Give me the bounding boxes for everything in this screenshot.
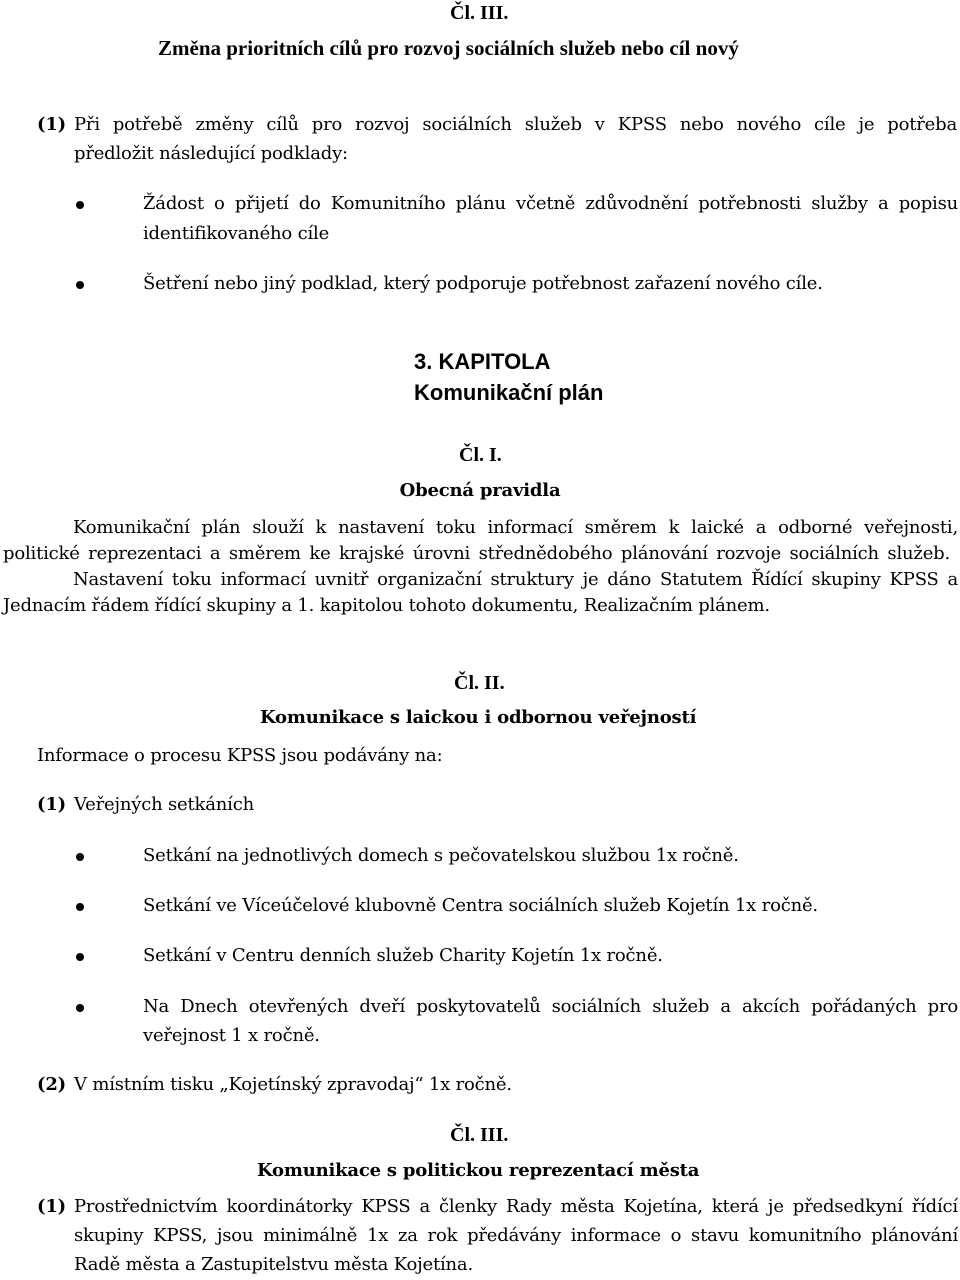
- article-heading: Čl. III.: [450, 2, 509, 24]
- bullet-icon: [76, 201, 84, 209]
- article-title: Komunikace s politickou reprezentací města: [257, 1160, 700, 1181]
- list-item: Na Dnech otevřených dveří poskytovatelů sociálních služeb a akcích pořádaných pro: [143, 996, 958, 1017]
- list-item: Setkání ve Víceúčelové klubovně Centra sociálních služeb Kojetín 1x ročně.: [143, 895, 818, 916]
- list-item: Setkání na jednotlivých domech s pečovatelskou službou 1x ročně.: [143, 845, 739, 866]
- list-item: Žádost o přijetí do Komunitního plánu včetně zdůvodnění potřebnosti služby a popisu: [143, 193, 958, 214]
- item-text: Veřejných setkáních: [74, 794, 254, 815]
- item-number: (1): [37, 114, 66, 135]
- article-title: Obecná pravidla: [399, 480, 561, 501]
- paragraph-line: Radě města a Zastupitelstvu města Kojetína.: [74, 1254, 473, 1275]
- item-text: V místním tisku „Kojetínský zpravodaj“ 1x ročně.: [74, 1074, 512, 1095]
- bullet-icon: [76, 953, 84, 961]
- item-number: (1): [37, 794, 66, 815]
- bullet-icon: [76, 903, 84, 911]
- paragraph-line: skupiny KPSS, jsou minimálně 1x za rok předávány informace o stavu komunitního plánování: [74, 1225, 958, 1246]
- chapter-title: Komunikační plán: [414, 380, 604, 405]
- bullet-icon: [76, 853, 84, 861]
- list-item: Šetření nebo jiný podklad, který podporuje potřebnost zařazení nového cíle.: [143, 273, 823, 294]
- article-title: Komunikace s laickou i odbornou veřejností: [260, 707, 697, 728]
- list-item: Setkání v Centru denních služeb Charity Kojetín 1x ročně.: [143, 945, 663, 966]
- bullet-icon: [76, 1004, 84, 1012]
- bullet-icon: [76, 281, 84, 289]
- paragraph-line: Komunikační plán slouží k nastavení toku informací směrem k laické a odborné veřejnosti,: [73, 517, 958, 538]
- paragraph-line: Prostřednictvím koordinátorky KPSS a členky Rady města Kojetína, která je předsedkyní řídící: [74, 1196, 958, 1217]
- paragraph-line: politické reprezentaci a směrem ke krajské úrovni střednědobého plánování rozvoje sociálních služeb.: [3, 543, 950, 564]
- item-number: (2): [37, 1074, 66, 1095]
- article-title: Změna prioritních cílů pro rozvoj sociálních služeb nebo cíl nový: [158, 36, 739, 60]
- paragraph-line: Jednacím řádem řídící skupiny a 1. kapitolou tohoto dokumentu, Realizačním plánem.: [3, 595, 770, 616]
- paragraph-line: předložit následující podklady:: [74, 143, 348, 164]
- article-heading: Čl. II.: [454, 672, 505, 694]
- list-item-continuation: identifikovaného cíle: [143, 223, 330, 244]
- article-heading: Čl. I.: [459, 444, 502, 466]
- chapter-number: 3. KAPITOLA: [414, 349, 551, 374]
- paragraph-line: Nastavení toku informací uvnitř organizační struktury je dáno Statutem Řídící skupiny KPSS a: [73, 569, 958, 590]
- intro-text: Informace o procesu KPSS jsou podávány na:: [37, 745, 443, 766]
- article-heading: Čl. III.: [450, 1124, 509, 1146]
- item-number: (1): [37, 1196, 66, 1217]
- list-item-continuation: veřejnost 1 x ročně.: [143, 1025, 320, 1046]
- paragraph-line: Při potřebě změny cílů pro rozvoj sociálních služeb v KPSS nebo nového cíle je potřeba: [74, 114, 957, 135]
